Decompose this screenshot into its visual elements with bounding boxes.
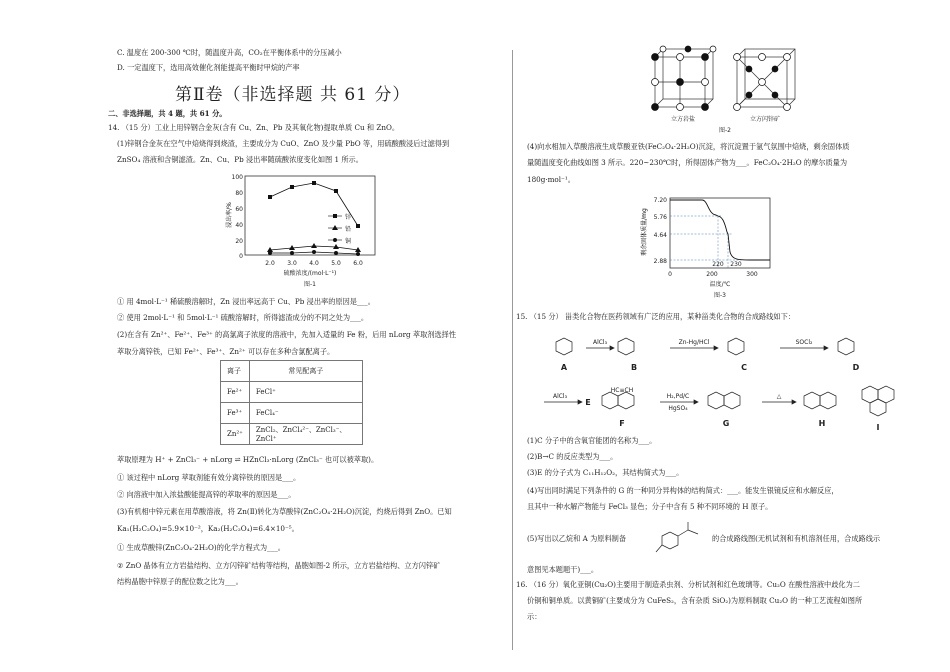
- compound-label: I: [876, 423, 880, 432]
- reagent: HgSO₄: [668, 405, 688, 412]
- y-axis-label: 剩余固体质量/mg: [641, 208, 648, 256]
- q15-4: (4)写出同时满足下列条件的 G 的一种同分异构体的结构简式：___。能发生银镜反应和水解反应，: [527, 486, 839, 495]
- reagent: HC≡CH: [610, 387, 634, 394]
- compound-label: C: [741, 363, 747, 372]
- q14-1-b: ② 使用 2mol·L⁻¹ 和 5mol·L⁻¹ 硫酸溶解时，所得滤渣成分的不同之处为___。: [117, 313, 369, 322]
- y-tick: 4.64: [653, 232, 667, 239]
- q15-1: (1)C 分子中的含氧官能团的名称为___。: [527, 436, 657, 445]
- legend-label: 铅: [345, 226, 352, 233]
- table-cell: Fe²⁺: [221, 382, 250, 403]
- q14-part4-cont: 量随温度变化曲线如图 3 所示。220~230℃时，所得固体产物为___。FeC₂O₄·2H₂O 的摩尔质量为: [527, 158, 848, 167]
- table-cell: Zn²⁺: [221, 424, 250, 445]
- y-tick: 100: [231, 174, 243, 181]
- y-tick: 2.88: [653, 258, 667, 265]
- q15-3: (3)E 的分子式为 C₁₁H₁₂O₂，其结构简式为___。: [527, 468, 684, 477]
- q14-part2: (2)在含有 Zn²⁺、Fe²⁺、Fe³⁺ 的高氯离子浓度的溶液中，先加入适量的 Fe 粉，后用 nLorg 萃取剂选择性: [117, 330, 457, 339]
- q15-4-cont: 且其中一种水解产物能与 FeCl₃ 显色；分子中含有 5 种不同环境的 H 原子。: [527, 502, 773, 511]
- x-tick: 6.0: [353, 260, 363, 267]
- figure-caption: 图-3: [714, 292, 726, 299]
- q14-part4-molar: 180g·mol⁻¹。: [527, 175, 575, 184]
- reagent: Zn-Hg/HCl: [678, 339, 710, 346]
- q15-stem: 15. （15 分） 甾类化合物在医药领域有广泛的应用，某种甾类化合物的合成路线如下：: [516, 312, 795, 321]
- section-title: 第Ⅱ卷（非选择题 共 61 分）: [175, 85, 411, 105]
- reagent: AlCl₃: [592, 339, 608, 346]
- figure-1-chart: [215, 170, 385, 290]
- q14-part3-ka: Ka₁(H₂C₂O₄)=5.9×10⁻²，Ka₂(H₂C₂O₄)=6.4×10⁻⁵。: [117, 524, 299, 533]
- x-tick: 300: [746, 271, 758, 278]
- legend-label: 铜: [345, 238, 352, 245]
- reagent: H₂,Pd/C: [666, 393, 690, 400]
- y-tick: 20: [235, 238, 243, 245]
- synthesis-scheme: [542, 330, 922, 435]
- x-axis-label: 硫酸浓度/(mol·L⁻¹): [283, 270, 337, 277]
- figure-3-thermogravimetric-chart: [632, 192, 782, 304]
- extraction-principle: 萃取原理为 H⁺ + ZnCl₃⁻ + nLorg ⇌ HZnCl₃·nLorg (ZnCl₃⁻ 也可以被萃取)。: [117, 455, 379, 464]
- reagent: SOCl₂: [795, 339, 813, 346]
- q14-3-a: ① 生成草酸锌(ZnC₂O₄·2H₂O)的化学方程式为___。: [117, 543, 285, 552]
- q15-5-tail: 意图见本题题干)___。: [527, 565, 599, 574]
- compound-label: F: [619, 419, 625, 428]
- x-tick: 5.0: [331, 260, 341, 267]
- x-mark: 220: [712, 261, 724, 268]
- q14-3-b-cont: 结构晶胞中锌原子的配位数之比为___。: [117, 577, 243, 586]
- figure-caption: 图-1: [304, 281, 316, 288]
- compound-label: B: [630, 363, 638, 372]
- compound-label: G: [722, 419, 730, 428]
- figure-2-crystal-structures: [645, 45, 805, 135]
- q14-part1-cont: ZnSO₄ 溶液和含铜滤渣。Zn、Cu、Pb 浸出率随硫酸浓度变化如图 1 所示。: [117, 155, 363, 164]
- compound-label: A: [560, 363, 568, 372]
- compound-label: D: [852, 363, 860, 372]
- table-cell: FeCl⁺: [249, 382, 362, 403]
- q15-5: (5)写出以乙烷和 A 为原料制备: [527, 534, 627, 543]
- crystal-label: 立方岩盐: [670, 116, 696, 123]
- q15-2: (2)B→C 的反应类型为___。: [527, 452, 618, 461]
- q14-part4: (4)向水相加入草酸溶液生成草酸亚铁(FeC₂O₄·2H₂O)沉淀，将沉淀置于氩气氛围中焙烧，剩余固体质: [527, 142, 850, 151]
- q16-cont: 价铜和铜单质。以黄铜矿(主要成分为 CuFeS₂，含有杂质 SiO₂)为原料制取 Cu₂O 的一种工艺流程如图所: [527, 596, 863, 605]
- x-tick: 3.0: [287, 260, 297, 267]
- table-header: 离子: [221, 361, 250, 382]
- y-tick: 0: [239, 253, 243, 260]
- q16-tail: 示：: [527, 612, 542, 621]
- y-tick: 40: [235, 222, 243, 229]
- table-header: 常见配离子: [249, 361, 362, 382]
- table-cell: Fe³⁺: [221, 403, 250, 424]
- x-axis-label: 温度/℃: [709, 281, 731, 288]
- table-cell: ZnCl₂、ZnCl₄²⁻、ZnCl₃⁻、ZnCl⁺: [249, 424, 362, 445]
- q14-1-a: ① 用 4mol·L⁻¹ 稀硫酸溶解时，Zn 浸出率远高于 Cu、Pb 浸出率的原因是___。: [117, 297, 375, 306]
- q14-part3: (3)有机相中锌元素在用草酸溶液，将 Zn(Ⅱ)转化为草酸锌(ZnC₂O₄·2H₂O)沉淀，灼烧后得到 ZnO。已知: [117, 507, 452, 516]
- legend-label: 锌: [345, 214, 352, 221]
- q14-3-b: ② ZnO 晶体有立方岩盐结构、立方闪锌矿结构等结构，晶胞如图-2 所示，立方岩盐结构、立方闪锌矿: [117, 561, 441, 570]
- reagent: AlCl₃: [552, 393, 568, 400]
- table-cell: FeCl₄⁻: [249, 403, 362, 424]
- q14-stem: 14. （15 分）工业上用锌钢合金灰(含有 Cu、Zn、Pb 及其氧化物)提取单质 Cu 和 ZnO。: [108, 123, 400, 132]
- target-molecule-structure: [652, 516, 712, 564]
- compound-label: H: [818, 419, 826, 428]
- q14-2-b: ② 向溶液中加入浓盐酸能提高锌的萃取率的原因是___。: [117, 490, 296, 499]
- figure-caption: 图-2: [719, 127, 731, 134]
- right-column: [512, 0, 950, 672]
- x-tick: 4.0: [309, 260, 319, 267]
- reagent: △: [776, 393, 782, 400]
- x-tick: 200: [706, 271, 718, 278]
- x-tick: 2.0: [265, 260, 275, 267]
- q15-5-cont: 的合成路线图(无机试剂和有机溶剂任用，合成路线示: [712, 534, 881, 543]
- option-d: D. 一定温度下，选用高效催化剂能提高平衡时甲烷的产率: [117, 63, 300, 72]
- y-tick: 60: [235, 206, 243, 213]
- x-tick: 0: [668, 271, 672, 278]
- q16-stem: 16. （16 分）氧化亚铜(Cu₂O)主要用于制造杀虫剂、分析试剂和红色玻璃等。Cu₂O 在酸性溶液中歧化为二: [516, 580, 860, 589]
- option-c: C. 温度在 200-300 ℃时，随温度升高，CO₂在平衡体系中的分压减小: [117, 48, 342, 57]
- y-tick: 80: [235, 190, 243, 197]
- q14-part2-cont: 萃取分离锌铁，已知 Fe²⁺、Fe³⁺、Zn²⁺ 可以存在多种含氯配离子。: [117, 347, 335, 356]
- compound-label: E: [585, 398, 591, 407]
- y-axis-label: 浸出率/%: [226, 202, 233, 228]
- section-instruction: 二、非选择题，共 4 题，共 61 分。: [108, 109, 227, 118]
- ion-table: [220, 360, 363, 445]
- y-tick: 7.20: [653, 197, 667, 204]
- x-mark: 230: [730, 261, 742, 268]
- y-tick: 5.76: [653, 214, 667, 221]
- q14-part1: (1)锌钢合金灰在空气中焙烧得到烧渣，主要成分为 CuO、ZnO 及少量 PbO 等，用硫酸酸浸后过滤得到: [117, 139, 450, 148]
- crystal-label: 立方闪锌矿: [749, 116, 781, 123]
- q14-2-a: ① 该过程中 nLorg 萃取剂能有效分离锌铁的原因是___。: [117, 473, 301, 482]
